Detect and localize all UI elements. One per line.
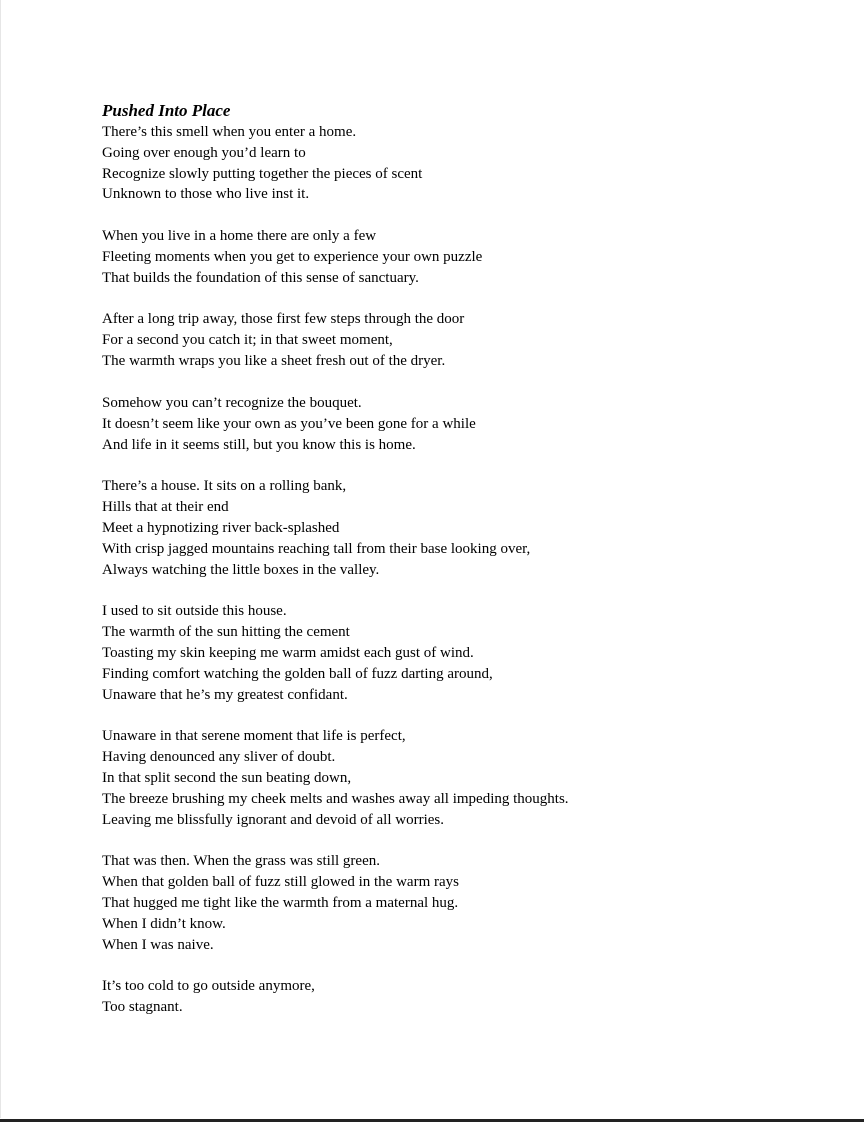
poem-line: Unaware that he’s my greatest confidant. <box>102 686 348 703</box>
poem-line: Unaware in that serene moment that life is perfect, <box>102 728 406 745</box>
poem-line: In that split second the sun beating down, <box>102 770 352 786</box>
poem-line: The warmth wraps you like a sheet fresh out of the dryer. <box>102 353 446 370</box>
poem-line: Toasting my skin keeping me warm amidst each gust of wind. <box>102 644 474 661</box>
poem-line: With crisp jagged mountains reaching tall from their base looking over, <box>102 540 531 557</box>
stanza <box>102 726 569 830</box>
poem-line: When that golden ball of fuzz still glowed in the warm rays <box>102 874 459 891</box>
stanza <box>102 851 569 955</box>
poem-line: There’s this smell when you enter a home. <box>102 123 357 140</box>
stanza <box>102 393 569 456</box>
poem <box>102 101 569 1039</box>
poem-line: Finding comfort watching the golden ball of fuzz darting around, <box>102 665 493 682</box>
poem-line: Going over enough you’d learn to <box>102 144 306 161</box>
poem-line: Unknown to those who live inst it. <box>102 186 310 203</box>
poem-line: The breeze brushing my cheek melts and washes away all impeding thoughts. <box>102 790 569 807</box>
stanza <box>102 976 569 1018</box>
poem-line: Having denounced any sliver of doubt. <box>102 749 336 766</box>
poem-line: Somehow you can’t recognize the bouquet. <box>102 394 362 411</box>
stanza <box>102 309 569 372</box>
poem-line: Fleeting moments when you get to experience your own puzzle <box>102 248 483 265</box>
stanza <box>102 601 569 705</box>
poem-line: Leaving me blissfully ignorant and devoid of all worries. <box>102 811 445 828</box>
poem-line: When you live in a home there are only a few <box>102 228 377 245</box>
poem-line: It doesn’t seem like your own as you’ve been gone for a while <box>102 415 476 432</box>
poem-line: For a second you catch it; in that sweet moment, <box>102 332 393 349</box>
poem-line: That hugged me tight like the warmth from a maternal hug. <box>102 895 459 912</box>
poem-line: It’s too cold to go outside anymore, <box>102 978 315 995</box>
poem-line: Recognize slowly putting together the pieces of scent <box>102 165 423 182</box>
poem-line: I used to sit outside this house. <box>102 603 287 620</box>
poem-line: That was then. When the grass was still green. <box>102 853 380 870</box>
poem-line: Hills that at their end <box>102 499 229 516</box>
poem-line: When I didn’t know. <box>102 915 226 932</box>
poem-line: Always watching the little boxes in the valley. <box>102 561 380 578</box>
poem-line: There’s a house. It sits on a rolling bank, <box>102 478 347 495</box>
poem-line: And life in it seems still, but you know this is home. <box>102 436 416 453</box>
poem-line: The warmth of the sun hitting the cement <box>102 624 350 641</box>
stanza <box>102 122 569 205</box>
poem-line: When I was naive. <box>102 936 214 953</box>
poem-line: Meet a hypnotizing river back-splashed <box>102 519 340 536</box>
poem-line: Too stagnant. <box>102 999 183 1016</box>
poem-line: After a long trip away, those first few steps through the door <box>102 311 465 328</box>
poem-title: Pushed Into Place <box>102 101 231 120</box>
stanza <box>102 226 569 289</box>
poem-body <box>102 122 569 1018</box>
poem-line: That builds the foundation of this sense of sanctuary. <box>102 269 419 286</box>
stanza <box>102 476 569 580</box>
